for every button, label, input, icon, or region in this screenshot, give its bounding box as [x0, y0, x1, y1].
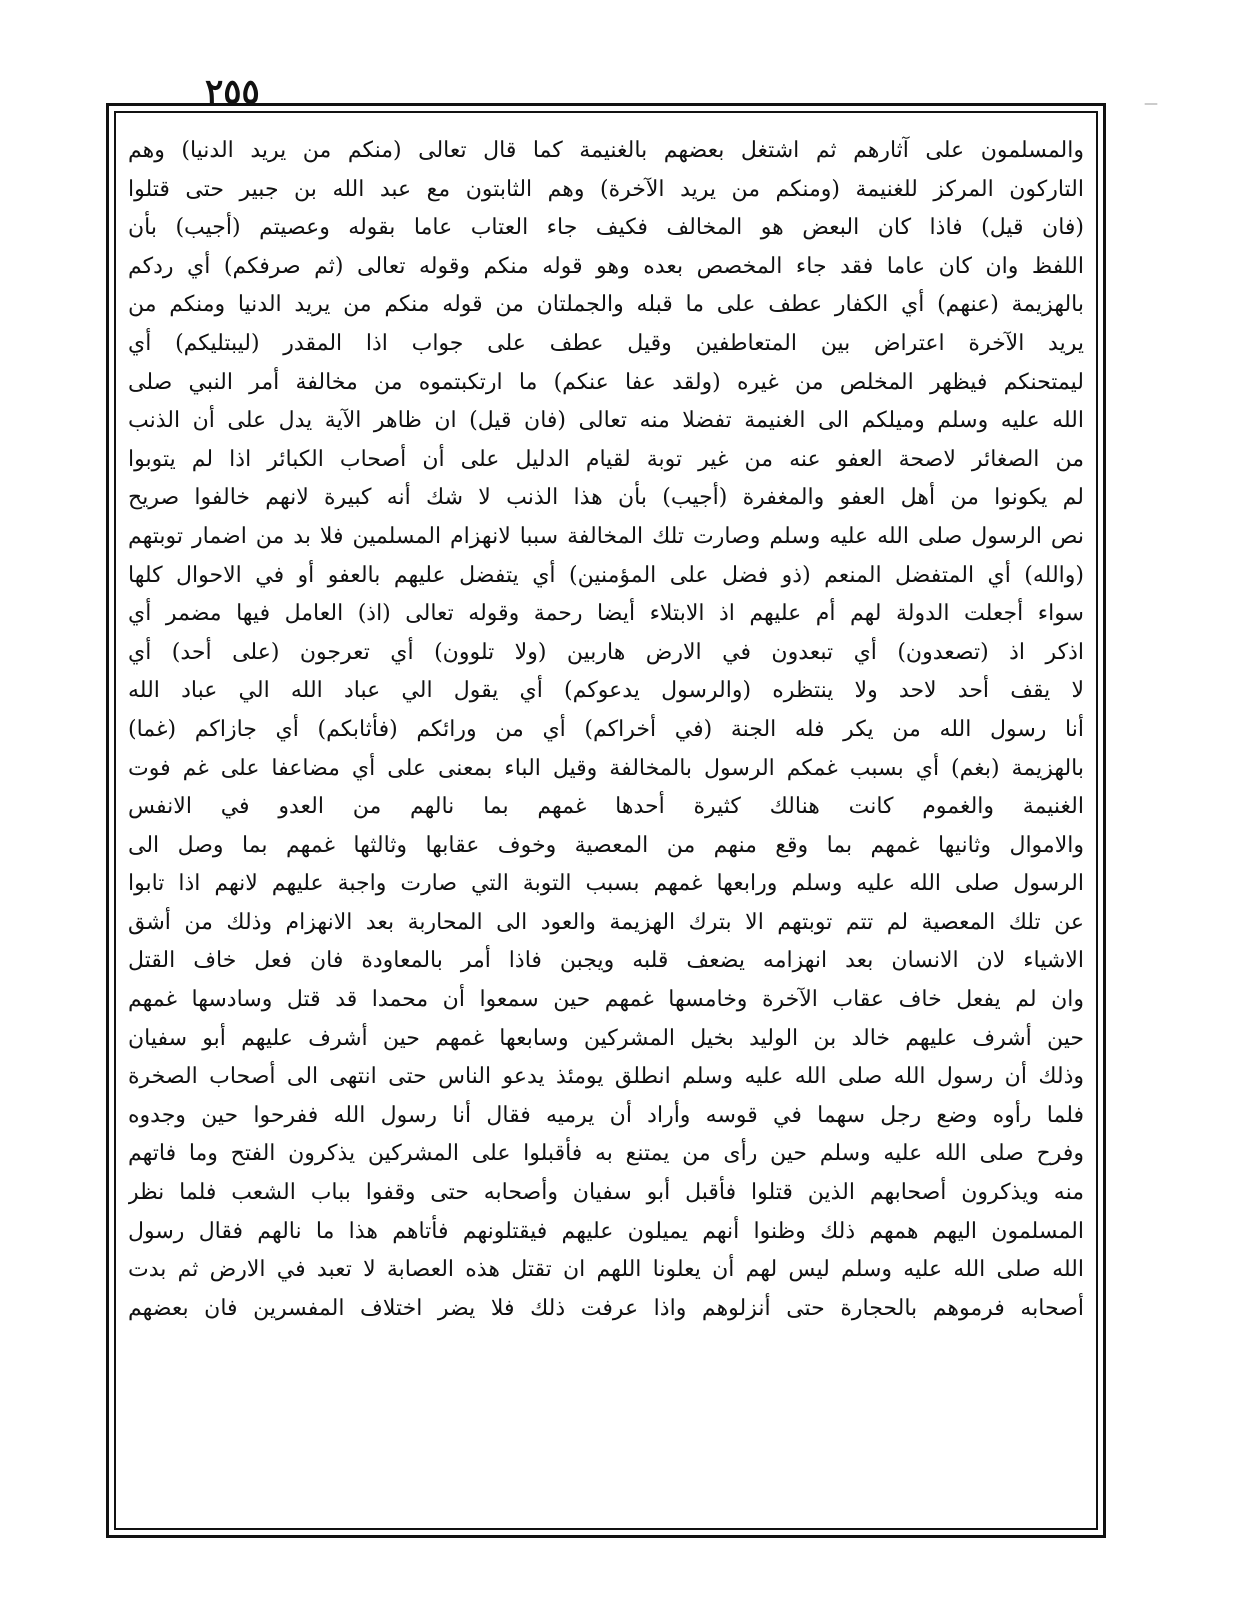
text-line: وان لم يفعل خاف عقاب الآخرة وخامسها غمهم حين سمعوا أن محمدا قد قتل وسادسها غمهم	[128, 987, 1084, 1013]
text-line: أصحابه فرموهم بالحجارة حتى أنزلوهم واذا عرفت ذلك فلا يضر اختلاف المفسرين فان بعضهم	[128, 1295, 1084, 1321]
body-text	[128, 132, 1084, 1522]
text-line: الله عليه وسلم وميلكم الى الغنيمة تفضلا منه تعالى (فان قيل) ان ظاهر الآية يدل على أن الذنب	[128, 408, 1084, 434]
text-line: والاموال وثانيها غمهم بما وقع منهم من المعصية وخوف عقابها وثالثها غمهم بما وصل الى	[128, 832, 1084, 858]
text-line: المسلمون اليهم همهم ذلك وظنوا أنهم يميلون عليهم فيقتلونهم فأتاهم هذا ما نالهم فقال رسول	[128, 1218, 1084, 1244]
text-line: بالهزيمة (عنهم) أي الكفار عطف على ما قبله والجملتان من قوله منكم من يريد الدنيا ومنكم من	[128, 292, 1084, 318]
margin-mark: —	[1144, 96, 1158, 112]
text-line: ليمتحنكم فيظهر المخلص من غيره (ولقد عفا عنكم) ما ارتكبتموه من مخالفة أمر النبي صلى	[128, 369, 1084, 395]
text-line: لا يقف أحد لاحد ولا ينتظره (والرسول يدعوكم) أي يقول الي عباد الله الي عباد الله	[128, 678, 1084, 704]
text-line: لم يكونوا من أهل العفو والمغفرة (أجيب) بأن هذا الذنب لا شك أنه كبيرة لانهم خالفوا صريح	[128, 485, 1084, 511]
text-line: (والله) أي المتفضل المنعم (ذو فضل على المؤمنين) أي يتفضل عليهم بالعفو أو في الاحوال كلها	[128, 562, 1084, 588]
text-line: أنا رسول الله من يكر فله الجنة (في أخراكم) أي من ورائكم (فأثابكم) أي جازاكم (غما)	[128, 716, 1084, 742]
text-line: التاركون المركز للغنيمة (ومنكم من يريد الآخرة) وهم الثابتون مع عبد الله بن جبير حتى قتلوا	[128, 176, 1084, 202]
text-line: والمسلمون على آثارهم ثم اشتغل بعضهم بالغنيمة كما قال تعالى (منكم من يريد الدنيا) وهم	[128, 138, 1084, 163]
text-line: نص الرسول صلى الله عليه وسلم وصارت تلك المخالفة سببا لانهزام المسلمين فلا بد من اضمار توبتهم	[128, 523, 1084, 549]
text-line: وفرح صلى الله عليه وسلم حين رأى من يمتنع به فأقبلوا على المشركين يذكرون الفتح وما فاتهم	[128, 1141, 1084, 1167]
text-line: سواء أجعلت الدولة لهم أم عليهم اذ الابتلاء أيضا رحمة وقوله تعالى (اذ) العامل فيها مضمر أي	[128, 601, 1084, 627]
text-line: اذكر اذ (تصعدون) أي تبعدون في الارض هاربين (ولا تلوون) أي تعرجون (على أحد) أي	[128, 639, 1084, 665]
text-line: الله صلى الله عليه وسلم ليس لهم أن يعلونا اللهم ان تقتل هذه العصابة لا تعبد في الارض ثم بدت	[128, 1257, 1084, 1283]
text-line: الاشياء لان الانسان بعد انهزامه يضعف قلبه ويجبن فاذا أمر بالمعاودة فان فعل خاف القتل	[128, 948, 1084, 974]
text-line: بالهزيمة (بغم) أي بسبب غمكم الرسول بالمخالفة وقيل الباء بمعنى على أي مضاعفا على غم فوت	[128, 755, 1084, 781]
text-line: (فان قيل) فاذا كان البعض هو المخالف فكيف جاء العتاب عاما بقوله وعصيتم (أجيب) بأن	[128, 215, 1084, 241]
text-line: وذلك أن رسول الله صلى الله عليه وسلم انطلق يومئذ يدعو الناس حتى انتهى الى أصحاب الصخرة	[128, 1064, 1084, 1090]
text-line: عن تلك المعصية لم تتم توبتهم الا بترك الهزيمة والعود الى المحاربة بعد الانهزام وذلك من أشق	[128, 909, 1084, 935]
text-line: حين أشرف عليهم خالد بن الوليد بخيل المشركين وسابعها غمهم حين أشرف عليهم أبو سفيان	[128, 1025, 1084, 1051]
page-number: ٢٥٥	[205, 72, 260, 112]
text-line: الرسول صلى الله عليه وسلم ورابعها غمهم بسبب التوبة التي صارت واجبة عليهم لانهم اذا تابوا	[128, 871, 1084, 897]
text-line: الغنيمة والغموم كانت هنالك كثيرة أحدها غمهم بما نالهم من العدو في الانفس	[128, 794, 1084, 820]
text-line: فلما رأوه وضع رجل سهما في قوسه وأراد أن يرميه فقال أنا رسول الله ففرحوا حين وجدوه	[128, 1102, 1084, 1128]
text-line: اللفظ وان كان عاما فقد جاء المخصص بعده وهو قوله منكم وقوله تعالى (ثم صرفكم) أي ردكم	[128, 253, 1084, 279]
text-line: يريد الآخرة اعتراض بين المتعاطفين وقيل عطف على جواب اذا المقدر (ليبتليكم) أي	[128, 330, 1084, 356]
text-line: من الصغائر لاصحة العفو عنه من غير توبة لقيام الدليل على أن أصحاب الكبائر اذا لم يتوبوا	[128, 446, 1084, 472]
text-line: منه ويذكرون أصحابهم الذين قتلوا فأقبل أبو سفيان وأصحابه حتى وقفوا بباب الشعب فلما نظر	[128, 1180, 1084, 1206]
